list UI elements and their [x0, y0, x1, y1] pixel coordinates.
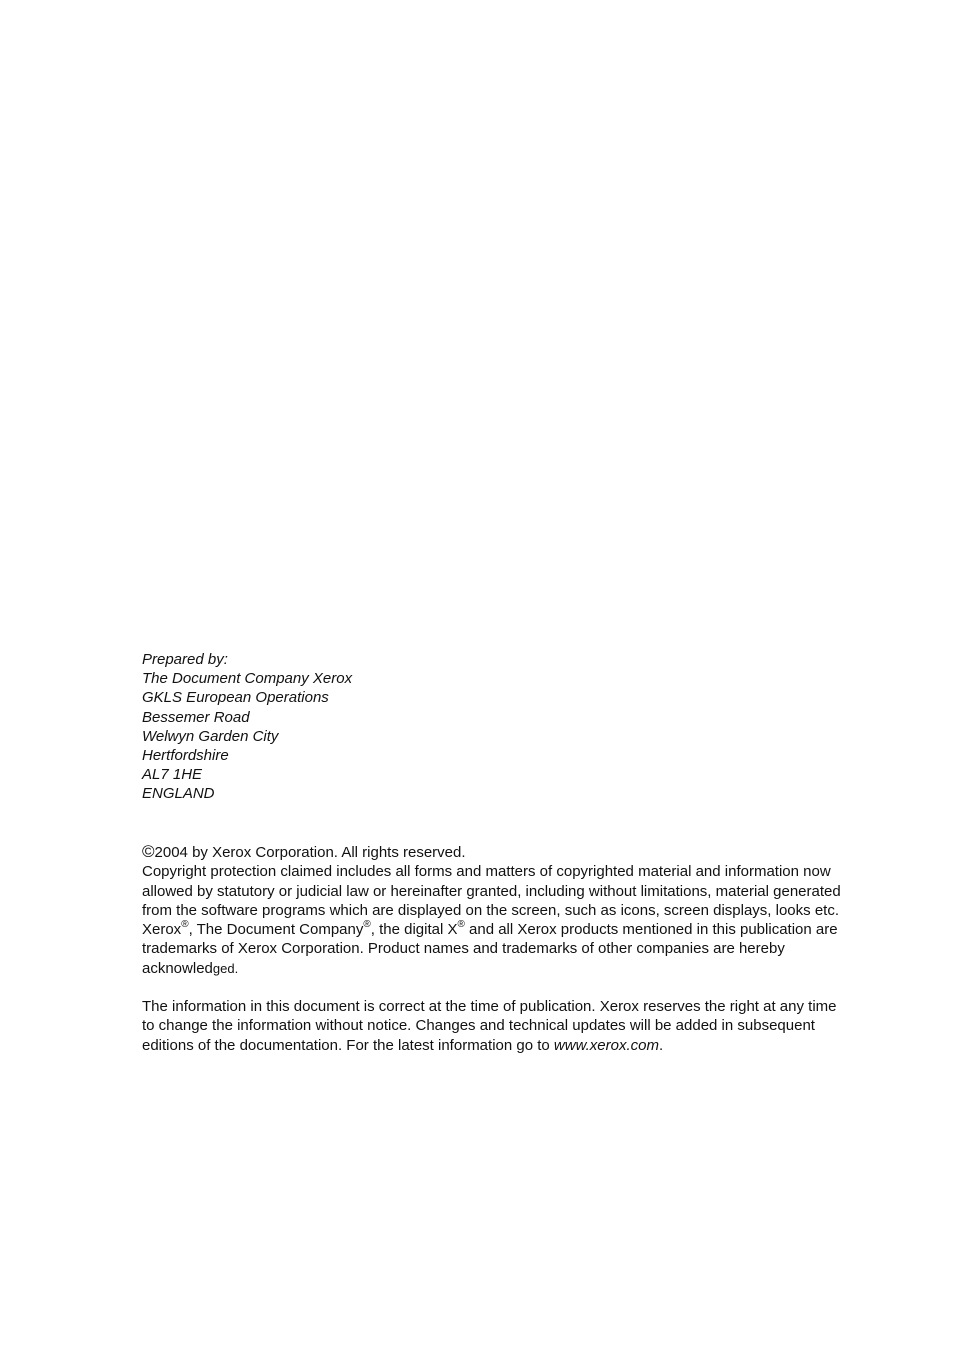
information-text	[142, 997, 842, 1055]
address-line-company: The Document Company Xerox	[142, 670, 353, 688]
xerox-website-link[interactable]: www.xerox.com	[553, 1036, 659, 1054]
registered-mark: ®	[457, 919, 465, 931]
address-line-postcode: AL7 1HE	[142, 766, 203, 784]
address-line-prepared-by: Prepared by:	[142, 651, 228, 668]
legal-notice	[142, 842, 842, 1055]
address-line-country: ENGLAND	[142, 785, 215, 803]
trademark-part-2: , the digital X	[370, 921, 458, 939]
information-body: The information in this document is correct at the time of publication. Xerox reserves the right at any time to change the information without notice. Changes and technical updates will be added in subsequent editions of the documentation. For the latest information go to	[142, 998, 837, 1054]
trademark-part-3: and all Xerox products mentioned in this publication are trademarks of Xerox Corporation. Product names and trademarks of other companies are hereby acknowled	[142, 921, 838, 977]
address-line-city: Welwyn Garden City	[142, 727, 279, 745]
trademark-part-3-end: ged.	[212, 960, 239, 976]
information-end: .	[658, 1036, 664, 1054]
copyright-text: 2004 by Xerox Corporation. All rights reserved.	[154, 844, 466, 861]
registered-mark: ®	[181, 919, 189, 931]
registered-mark: ®	[363, 919, 371, 931]
copyright-symbol: ©	[142, 842, 155, 861]
address-line-county: Hertfordshire	[142, 747, 229, 765]
trademark-part-1: , The Document Company	[188, 921, 364, 939]
copyright-protection-text: Copyright protection claimed includes all forms and matters of copyrighted material and information now allowed by statutory or judicial law or hereinafter granted, including without limitations, material generated from the software programs which are displayed on the screen, such as icons, screen displays, looks etc.	[142, 863, 841, 919]
trademark-text	[142, 920, 842, 978]
address-line-street: Bessemer Road	[142, 708, 250, 726]
paragraph-spacer	[142, 978, 842, 997]
copyright-line	[142, 842, 842, 862]
address-line-operations: GKLS European Operations	[142, 689, 329, 707]
trademark-xerox: Xerox	[142, 921, 182, 939]
address-block	[142, 650, 642, 804]
